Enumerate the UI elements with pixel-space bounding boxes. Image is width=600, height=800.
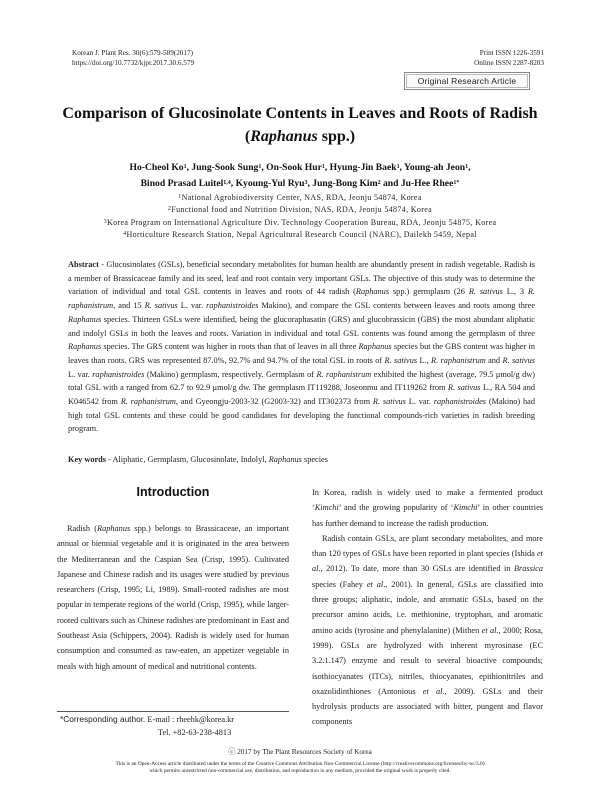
abstract [68, 258, 535, 436]
section-heading-introduction: Introduction [136, 485, 210, 499]
text-run: species but the GBS content was higher in leaves than roots. GRS was represented 87.0%, 92.7% and 94.7% of the total GSL in roots of [68, 342, 535, 365]
affiliation-list [40, 192, 560, 241]
journal-header-right [474, 48, 544, 68]
author: Binod Prasad Luitel$^{1,4}$, [140, 178, 236, 189]
author-email[interactable]: E-mail : rheehk@korea.kr [145, 715, 235, 724]
intro-paragraph [312, 531, 543, 730]
text-run: Radish ( [67, 524, 98, 533]
italic-term: Raphanus [97, 524, 131, 533]
intro-paragraph [312, 485, 543, 531]
keywords-body [106, 455, 328, 464]
italic-term: et al [481, 625, 497, 635]
italic-term: raphanistroides [206, 301, 259, 311]
license-line-2: which permits unrestricted non-commercial use, distribution, and reproduction in any medium, provided the original work is properly cited. [149, 768, 451, 775]
text-run: (Makino) had high total GSL contents and these could be good candidates for developing the functional compounds-rich varieties in radish breeding program. [68, 397, 535, 434]
text-run: species [301, 455, 328, 464]
italic-term: Kimchi [314, 503, 339, 513]
author: Jung-Sook Sung$^1$, [191, 162, 267, 173]
author: Young-ah Jeon$^1$, [404, 162, 471, 173]
text-run: ’ in other countries has further demand to increase the radish production. [312, 503, 543, 528]
text-run: L., [417, 355, 432, 365]
online-issn: Online ISSN 2287-8203 [474, 59, 544, 67]
text-run: ., 2000; Rosa, 1999). GSLs are hydrolyzed with inherent myrosinase (EC 3.2.1.147) enzyme and result to several bioactive compounds; isothiocyanates (ITCs), nitriles, thiocyanates, epithionitriles and oxazolidinthiones (Antonious [312, 625, 544, 696]
copyright-notice: ⓒ 2017 by The Plant Resources Society of Korea [228, 748, 372, 756]
italic-term: Raphanus [358, 342, 392, 352]
title-line-1: Comparison of Glucosinolate Contents in Leaves and Roots of Radish [62, 105, 538, 122]
text-run: Makino), and compare the GSL contents between leaves and roots among three [258, 301, 536, 311]
italic-term: et al [422, 686, 443, 696]
text-run: L. var. [177, 301, 207, 311]
paper-title [40, 102, 560, 148]
affiliation: $^2$Functional food and Nutrition Division, NAS, RDA, Jeonju 54874, Korea [167, 205, 433, 215]
text-run: , and 15 [113, 301, 145, 311]
intro-column-right [312, 485, 543, 730]
italic-term: Raphanus [68, 314, 102, 324]
author: Hyung-Jin Baek$^1$, [329, 162, 405, 173]
text-run: L. var. [68, 369, 93, 379]
affiliation: $^4$Horticulture Research Station, Nepal Agricultural Research Council (NARC), Dailekh 5459, Nepal [123, 229, 477, 239]
text-run: L. var. [405, 397, 434, 407]
text-run: ., 2001). In general, GSLs are classified into three groups; aliphatic, indole, and aromatic GSLs, based on the precursor amino acids, i.e. methionine, tryptophan, and aromatic amino acids (tyrosine and phenylalanine) (Mithen [312, 579, 543, 635]
text-run: - Glucosinolates (GSLs), beneficial secondary metabolites for human health are abundantly present in radish vegetable. Radish is a member of Brassicaceae family and its seed, leaf and root contain very important GSLs. The objective of this study was to determine the variation of individual and total GSL contents in leaves and roots of 44 radish ( [68, 260, 535, 297]
italic-term: R. sativus [372, 397, 406, 407]
italic-term: Raphanus [355, 287, 390, 297]
text-run: L., RA 504 and K046542 from [68, 383, 536, 407]
text-run: ., 2009). GSLs and their hydrolysis products are associated with bitter, pungent and flavor components [312, 686, 544, 727]
footnote-divider [57, 711, 289, 712]
italic-term: R. sativus [468, 287, 503, 297]
italic-term: raphanistroides [92, 369, 145, 379]
intro-column-left [57, 521, 289, 674]
text-run: spp.) germplasm (26 [389, 287, 469, 297]
italic-term: raphanistroides [433, 397, 487, 407]
author: Jung-Bong Kim$^2$ and [312, 178, 401, 189]
italic-term: Brassica [513, 564, 543, 574]
text-run: (Makino) germplasm, respectively. Germplasm of [144, 369, 317, 379]
license-notice [40, 761, 560, 775]
title-genus: Raphanus [250, 128, 318, 145]
article-type-badge: Original Research Article [404, 72, 530, 90]
keywords-label: Key words [68, 455, 107, 464]
text-run: ’ and the growing popularity of ‘ [338, 503, 454, 513]
author-line-1 [40, 160, 560, 176]
italic-term: et al [366, 579, 384, 589]
italic-term: R. raphanistrum [68, 287, 535, 311]
text-run: - Aliphatic, Germplasm, Glucosinolate, Indolyl, [106, 455, 269, 464]
text-run: species. Thirteen GSLs were identified, being the glucoraphasatin (GRS) and glucobrassicin (GBS) the most abundant aliphatic and indolyl GSLs in both the leaves and roots. Variation in individual and total GSL contents was found among the germplasm of three [68, 314, 535, 338]
italic-term: Kimchi [453, 503, 478, 513]
italic-term: R. raphanistrum [431, 355, 486, 365]
author: Ju-Hee Rhee$^{1*}$ [400, 178, 460, 189]
author: Kyoung-Yul Ryu$^3$, [235, 178, 313, 189]
abstract-body [68, 260, 535, 433]
italic-term: R. sativus [502, 355, 535, 365]
text-run: species (Fahey [312, 579, 367, 589]
doi-link[interactable]: https://doi.org/10.7732/kjpr.2017.30.6.579 [72, 59, 195, 67]
journal-header-left [72, 48, 194, 68]
author: On-Sook Hur$^1$, [266, 162, 330, 173]
abstract-label: Abstract [68, 260, 99, 269]
keywords [68, 454, 535, 466]
italic-term: R. sativus [447, 383, 481, 393]
italic-term: R. sativus [384, 355, 418, 365]
text-run: exhibited the highest (average, 79.5 μmol/g dw) total GSL with a ranged from 62.7 to 92.9 μmol/g dw. The germplasm IT119288, Joseonmu and IT119262 from [68, 369, 535, 393]
text-run: , and Gyeongju-2003-32 (G2003-32) and IT302373 from [175, 397, 373, 407]
author-list [40, 160, 560, 192]
affiliation: $^1$National Agrobiodiversity Center, NAS, RDA, Jeonju 54874, Korea [178, 193, 422, 202]
author: Ho-Cheol Ko$^1$, [129, 162, 192, 173]
italic-term: R. sativus [144, 301, 178, 311]
journal-citation: Korean J. Plant Res. 30(6):579-589(2017) [72, 49, 193, 57]
corresponding-author-footnote [60, 713, 234, 739]
print-issn: Print ISSN 1226-3591 [479, 49, 544, 57]
intro-paragraph [57, 521, 289, 674]
text-run: and [485, 355, 503, 365]
title-paren: ( [244, 128, 251, 145]
text-run: species. The GRS content was higher in roots than that of leaves in all three [101, 342, 359, 352]
italic-term: R. raphanistrum [120, 397, 176, 407]
text-run: L., 3 [502, 287, 528, 297]
license-line-1: This is an Open-Access article distributed under the terms of the Creative Commons Attribution Non-Commercial License (http://creativecommons.org/licenses/by-nc/3.0) [115, 761, 485, 767]
text-run: ., 2012). To date, more than 30 GSLs are identified in [318, 564, 514, 574]
text-run: Radish contain GSLs, are plant secondary metabolites, and more than 120 types of GSLs have been reported in plant species (Ishida [312, 533, 543, 559]
author-phone: Tel. +82-63-238-4813 [158, 728, 232, 737]
italic-term: et al [312, 549, 543, 574]
italic-term: R. raphanistrum [316, 369, 372, 379]
title-line-2 [40, 125, 560, 148]
footnote-label: *Corresponding author. [60, 714, 146, 724]
affiliation: $^3$Korea Program on International Agriculture Div. Technology Cooperation Bureau, RDA, Jeonju 54875, Korea [103, 217, 497, 227]
author-line-2 [40, 176, 560, 192]
text-run: In Korea, radish is widely used to make a fermented product ‘ [312, 488, 543, 513]
italic-term: Raphanus [68, 342, 102, 352]
italic-term: Raphanus [268, 455, 302, 464]
text-run: spp.) belongs to Brassicaceae, an important annual or biennial vegetable and it is originated in the area between the Mediterranean and the Caspian Sea (Crisp, 1995). Cultivated Japanese and Chinese radish and its usages were studied by previous researchers (Crisp, 1995; Li, 1989). Small-rooted radishes are most popular in temperate regions of the world (Crisp, 1995), while larger-rooted cultivars such as Chinese radishes are predominant in East and Southeast Asia (Schippers, 2004). Radish is widely used for human consumption and consumed as raw-eaten, an appetizer vegetable in meals with high amount of medical and nutritional contents. [57, 524, 290, 671]
title-suffix: spp.) [317, 128, 356, 145]
